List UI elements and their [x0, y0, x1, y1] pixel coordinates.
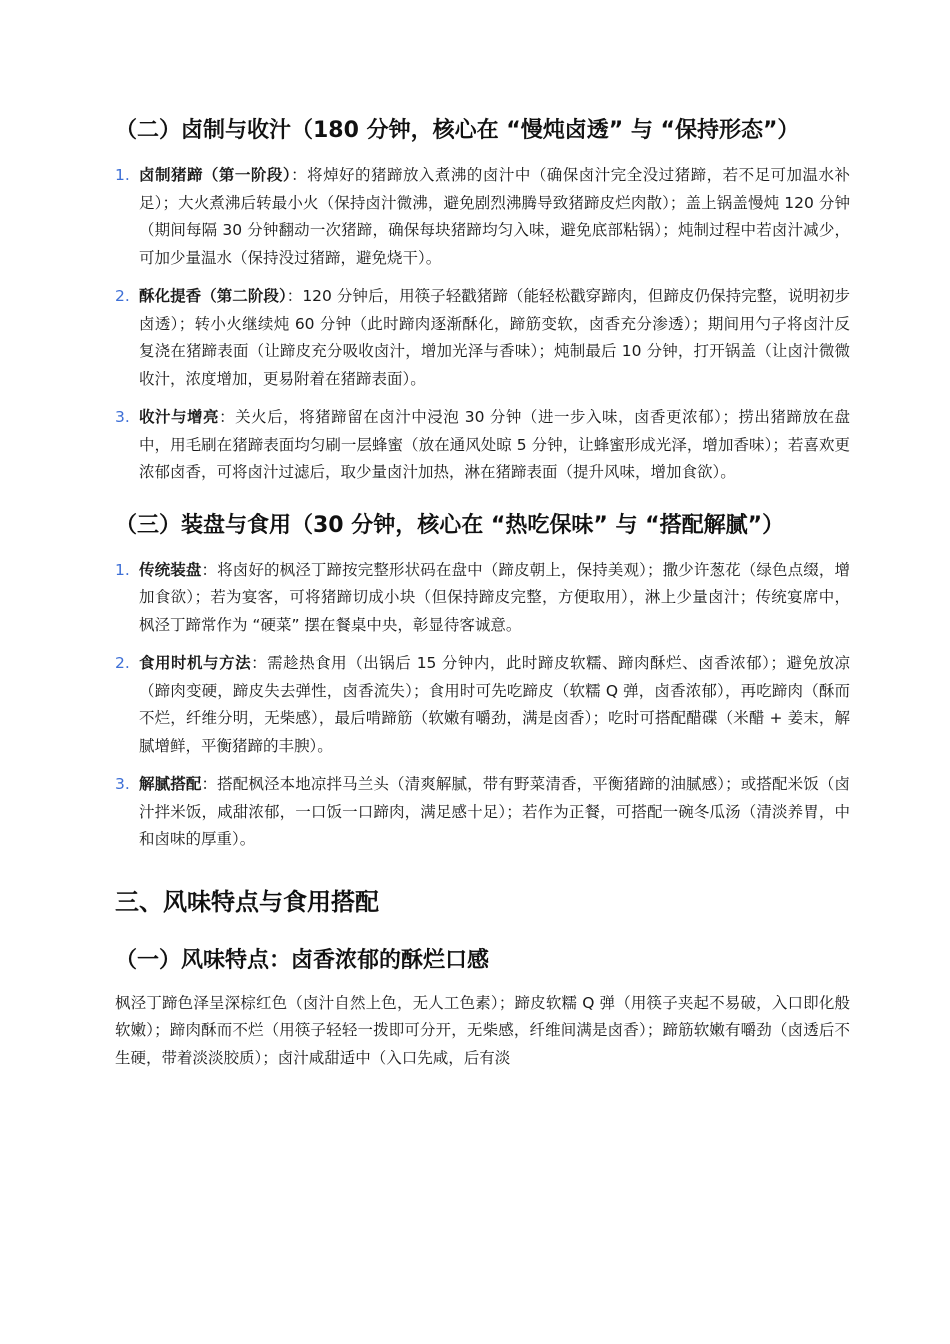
list-item	[115, 162, 850, 272]
step-list	[115, 557, 850, 854]
list-item-text: ：需趁热食用（出锅后 15 分钟内，此时蹄皮软糯、蹄肉酥烂、卤香浓郁）；避免放凉（蹄肉变硬，蹄皮失去弹性，卤香流失）；食用时可先吃蹄皮（软糯 Q 弹，卤香浓郁），再吃蹄肉（酥而不烂，纤维分明，无柴感），最后啃蹄筋（软嫩有嚼劲，满是卤香）；吃时可搭配醋碟（米醋 + 姜末，解腻增鲜，平衡猪蹄的丰腴）。	[139, 654, 850, 755]
list-item-text: ：将卤好的枫泾丁蹄按完整形状码在盘中（蹄皮朝上，保持美观）；撒少许葱花（绿色点缀，增加食欲）；若为宴客，可将猪蹄切成小块（但保持蹄皮完整，方便取用），淋上少量卤汁；传统宴席中，枫泾丁蹄常作为 “硬菜” 摆在餐桌中央，彰显待客诚意。	[139, 560, 850, 634]
document-page	[115, 112, 850, 1072]
chapter-heading: 三、风味特点与食用搭配	[115, 887, 379, 916]
list-item-title: 解腻搭配	[139, 775, 202, 793]
list-number: 1.	[115, 560, 130, 579]
list-item-title: 收汁与增亮	[139, 408, 220, 426]
list-item	[115, 283, 850, 393]
list-item	[115, 557, 850, 640]
list-item-title: 酥化提香（第二阶段）	[139, 287, 287, 305]
list-item-title: 传统装盘	[139, 560, 202, 579]
list-item-text: ：搭配枫泾本地凉拌马兰头（清爽解腻，带有野菜清香，平衡猪蹄的油腻感）；或搭配米饭（卤汁拌米饭，咸甜浓郁，一口饭一口蹄肉，满足感十足）；若作为正餐，可搭配一碗冬瓜汤（清淡养胃，中和卤味的厚重）。	[139, 775, 850, 848]
section-heading: （一）风味特点：卤香浓郁的酥烂口感	[115, 947, 490, 973]
list-number: 2.	[115, 654, 130, 672]
list-item	[115, 404, 850, 487]
list-item	[115, 771, 850, 854]
list-item-title: 食用时机与方法	[139, 654, 252, 672]
list-number: 1.	[115, 166, 130, 184]
section-heading: （二）卤制与收汁（180 分钟，核心在 “慢炖卤透” 与 “保持形态”）	[115, 118, 800, 143]
list-item	[115, 650, 850, 760]
list-number: 2.	[115, 287, 130, 305]
list-item-title: 卤制猪蹄（第一阶段）	[139, 166, 292, 184]
list-item-text: ：关火后，将猪蹄留在卤汁中浸泡 30 分钟（进一步入味，卤香更浓郁）；捞出猪蹄放在盘中，用毛刷在猪蹄表面均匀刷一层蜂蜜（放在通风处晾 5 分钟，让蜂蜜形成光泽，增加香味）；若喜欢更浓郁卤香，可将卤汁过滤后，取少量卤汁加热，淋在猪蹄表面（提升风味，增加食欲）。	[139, 408, 850, 481]
step-list	[115, 162, 850, 487]
list-number: 3.	[115, 775, 130, 793]
list-item-text: ：将焯好的猪蹄放入煮沸的卤汁中（确保卤汁完全没过猪蹄，若不足可加温水补足）；大火煮沸后转最小火（保持卤汁微沸，避免剧烈沸腾导致猪蹄皮烂肉散）；盖上锅盖慢炖 120 分钟（期间每隔 30 分钟翻动一次猪蹄，确保每块猪蹄均匀入味，避免底部粘锅）；炖制过程中若卤汁减少，可加少量温水（保持没过猪蹄，避免烧干）。	[139, 166, 850, 267]
list-number: 3.	[115, 408, 130, 426]
list-item-text: ：120 分钟后，用筷子轻戳猪蹄（能轻松戳穿蹄肉，但蹄皮仍保持完整，说明初步卤透）；转小火继续炖 60 分钟（此时蹄肉逐渐酥化，蹄筋变软，卤香充分渗透）；期间用勺子将卤汁反复浇在猪蹄表面（让蹄皮充分吸收卤汁，增加光泽与香味）；炖制最后 10 分钟，打开锅盖（让卤汁微微收汁，浓度增加，更易附着在猪蹄表面）。	[139, 287, 850, 388]
section-heading: （三）装盘与食用（30 分钟，核心在 “热吃保味” 与 “搭配解腻”）	[115, 512, 785, 538]
body-paragraph: 枫泾丁蹄色泽呈深棕红色（卤汁自然上色，无人工色素）；蹄皮软糯 Q 弹（用筷子夹起不易破，入口即化般软嫩）；蹄肉酥而不烂（用筷子轻轻一拨即可分开，无柴感，纤维间满是卤香）；蹄筋软嫩有嚼劲（卤透后不生硬，带着淡淡胶质）；卤汁咸甜适中（入口先咸，后有淡	[115, 993, 850, 1067]
